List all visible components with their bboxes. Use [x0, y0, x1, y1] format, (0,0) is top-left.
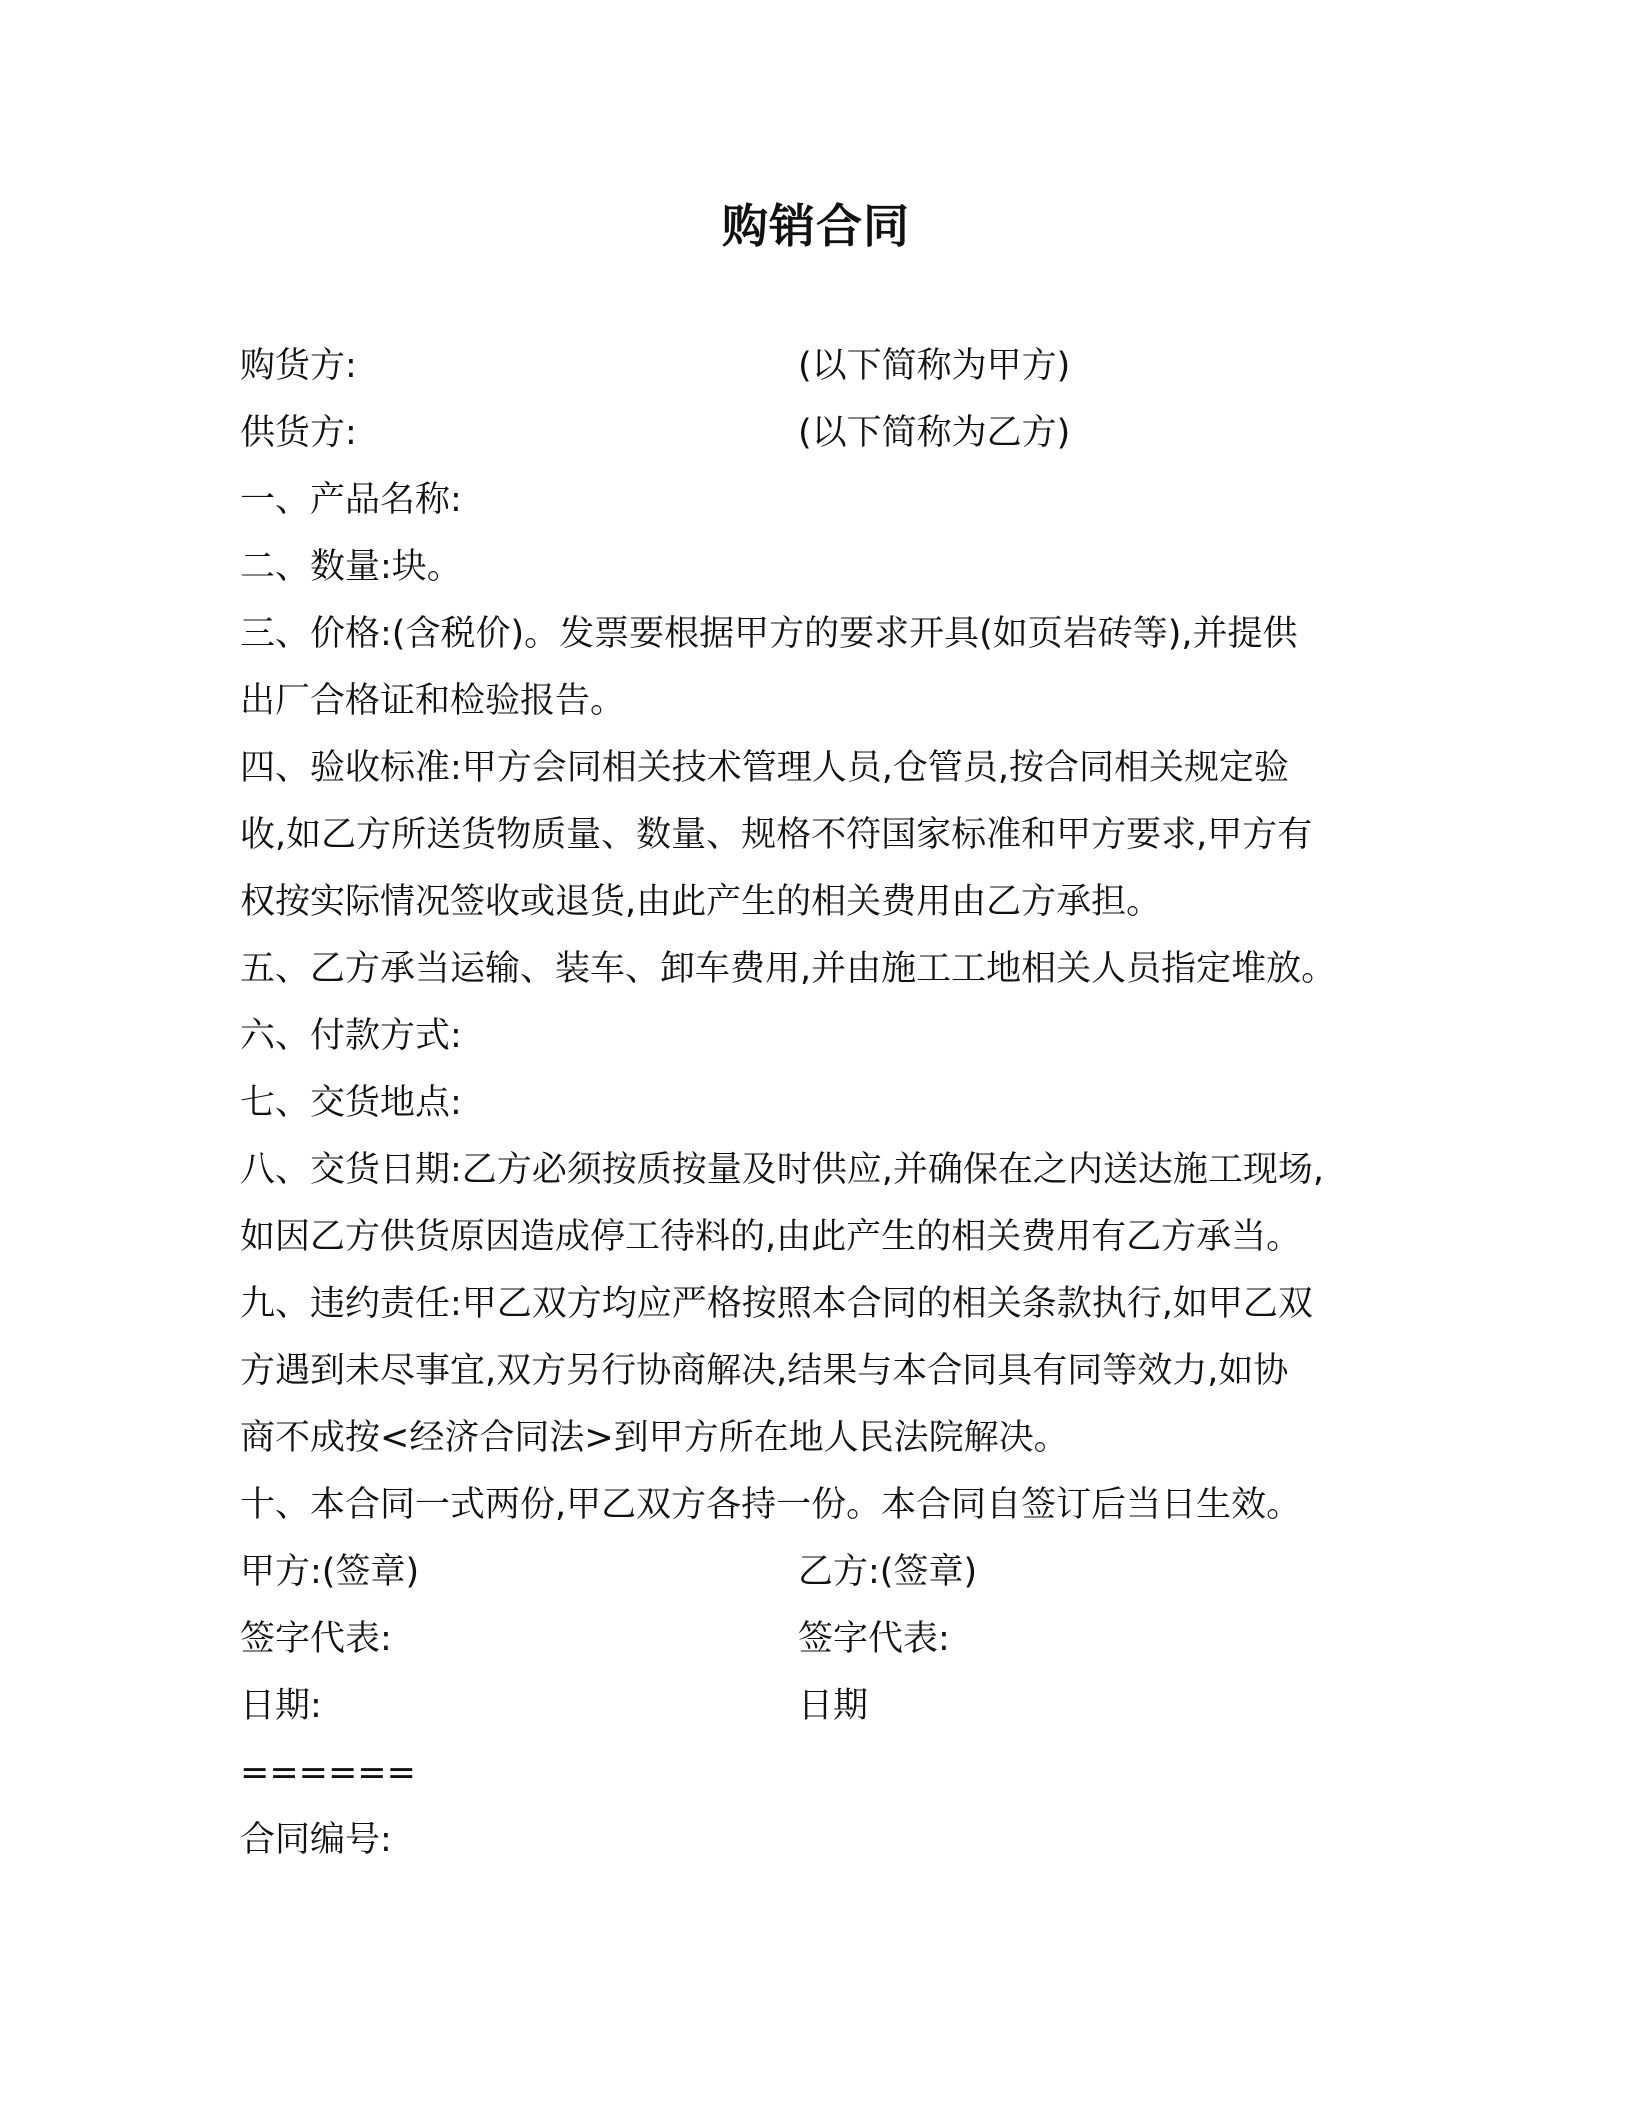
- contract-number-label: 合同编号:: [240, 1820, 392, 1860]
- party-b-date: 日期: [798, 1686, 869, 1726]
- document-title: 购销合同: [722, 199, 910, 253]
- clause-3-price-line-2: 出厂合格证和检验报告。: [240, 681, 626, 721]
- party-a-representative: 签字代表:: [240, 1619, 392, 1659]
- clause-8-delivery-date-line-2: 如因乙方供货原因造成停工待料的,由此产生的相关费用有乙方承当。: [240, 1217, 1302, 1257]
- buyer-note: (以下简称为甲方): [798, 346, 1071, 386]
- clause-1-product-name: 一、产品名称:: [240, 480, 462, 520]
- separator: ======: [240, 1753, 416, 1793]
- party-a-date: 日期:: [240, 1686, 322, 1726]
- supplier-label: 供货方:: [240, 413, 357, 453]
- party-a-seal: 甲方:(签章): [240, 1552, 420, 1592]
- clause-4-acceptance-line-2: 收,如乙方所送货物质量、数量、规格不符国家标准和甲方要求,甲方有: [240, 815, 1313, 855]
- clause-9-liability-line-2: 方遇到未尽事宜,双方另行协商解决,结果与本合同具有同等效力,如协: [240, 1351, 1289, 1391]
- party-b-representative: 签字代表:: [798, 1619, 950, 1659]
- supplier-note: (以下简称为乙方): [798, 413, 1071, 453]
- clause-10-copies: 十、本合同一式两份,甲乙双方各持一份。本合同自签订后当日生效。: [240, 1485, 1302, 1525]
- clause-4-acceptance-line-1: 四、验收标准:甲方会同相关技术管理人员,仓管员,按合同相关规定验: [240, 748, 1290, 788]
- buyer-label: 购货方:: [240, 346, 357, 386]
- clause-4-acceptance-line-3: 权按实际情况签收或退货,由此产生的相关费用由乙方承担。: [240, 882, 1162, 922]
- clause-9-liability-line-1: 九、违约责任:甲乙双方均应严格按照本合同的相关条款执行,如甲乙双: [240, 1284, 1313, 1324]
- clause-3-price-line-1: 三、价格:(含税价)。发票要根据甲方的要求开具(如页岩砖等),并提供: [240, 614, 1298, 654]
- clause-8-delivery-date-line-1: 八、交货日期:乙方必须按质按量及时供应,并确保在之内送达施工现场,: [240, 1150, 1325, 1190]
- clause-5-transport: 五、乙方承当运输、装车、卸车费用,并由施工工地相关人员指定堆放。: [240, 949, 1337, 989]
- clause-6-payment: 六、付款方式:: [240, 1016, 462, 1056]
- clause-2-quantity: 二、数量:块。: [240, 547, 462, 587]
- clause-7-delivery-place: 七、交货地点:: [240, 1083, 462, 1123]
- party-b-seal: 乙方:(签章): [798, 1552, 978, 1592]
- clause-9-liability-line-3: 商不成按<经济合同法>到甲方所在地人民法院解决。: [240, 1418, 1069, 1458]
